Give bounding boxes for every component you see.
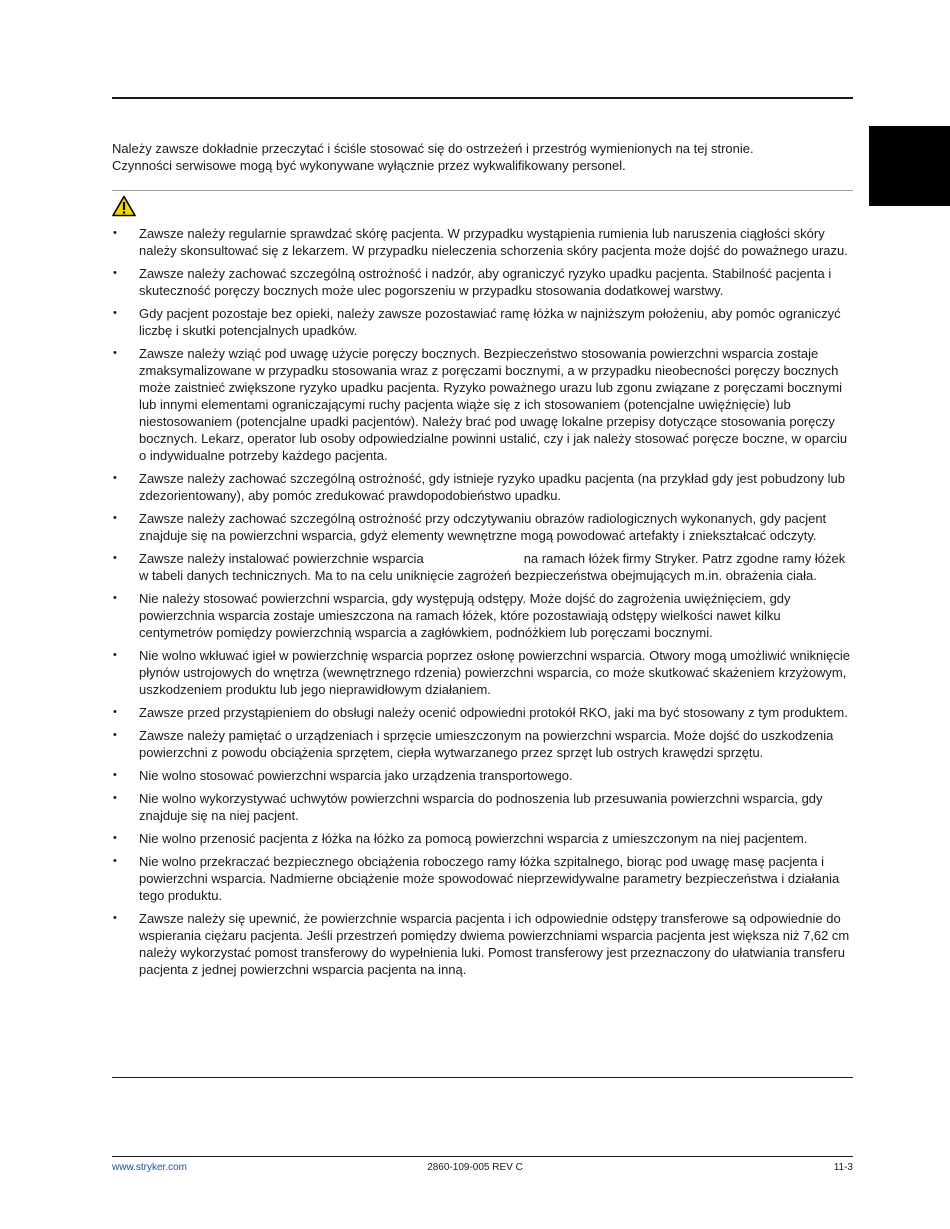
warning-text: Gdy pacjent pozostaje bez opieki, należy zawsze pozostawiać ramę łóżka w najniższym położeniu, aby pomóc ograniczyć liczbę i skutki potencjalnych upadków. <box>139 306 841 338</box>
footer-page-number: 11-3 <box>833 1162 853 1173</box>
warning-text: Zawsze należy zachować szczególną ostrożność i nadzór, aby ograniczyć ryzyko upadku pacjenta. Stabilność pacjenta i skuteczność poręczy bocznych może ulec pogorszeniu w przypadku stosowania dodatkowej warstwy. <box>139 266 832 298</box>
bullet: • <box>113 227 117 239</box>
section-divider <box>112 190 853 191</box>
bullet: • <box>113 472 117 484</box>
warning-text: Zawsze przed przystąpieniem do obsługi należy ocenić odpowiedni protokół RKO, jaki ma być stosowany z tym produktem. <box>139 705 848 720</box>
bullet: • <box>113 912 117 924</box>
warning-text: Zawsze należy zachować szczególną ostrożność, gdy istnieje ryzyko upadku pacjenta (na przykład gdy jest pobudzony lub zdezorientowany), aby pomóc zredukować prawdopodobieństwo upadku. <box>139 471 845 503</box>
bullet: • <box>113 832 117 844</box>
warning-item <box>112 345 857 464</box>
intro-line-2: Czynności serwisowe mogą być wykonywane wyłącznie przez wykwalifikowany personel. <box>112 158 626 173</box>
warning-text: Nie wolno wykorzystywać uchwytów powierzchni wsparcia do podnoszenia lub przesuwania powierzchni wsparcia, gdy znajduje się na niej pacjent. <box>139 791 823 823</box>
bullet: • <box>113 706 117 718</box>
footer-website-link[interactable]: www.stryker.com <box>112 1162 188 1173</box>
footer-rule <box>112 1156 853 1157</box>
warning-item <box>112 830 857 847</box>
intro-text <box>112 140 853 174</box>
bullet: • <box>113 347 117 359</box>
warning-text: Zawsze należy zachować szczególną ostrożność przy odczytywaniu obrazów radiologicznych wykonanych, gdy pacjent znajduje się na powierzchni wsparcia, gdyż elementy wewnętrzne mogą powodować artefakty i zniekształcać odczyty. <box>139 511 827 543</box>
warning-item <box>112 727 857 761</box>
bullet: • <box>113 729 117 741</box>
warning-item <box>112 767 857 784</box>
warning-text: Nie wolno przenosić pacjenta z łóżka na łóżko za pomocą powierzchni wsparcia z umieszczonym na niej pacjentem. <box>139 831 808 846</box>
warning-item <box>112 225 857 259</box>
warning-item <box>112 704 857 721</box>
warning-item <box>112 305 857 339</box>
warning-text: Nie wolno przekraczać bezpiecznego obciążenia roboczego ramy łóżka szpitalnego, biorąc pod uwagę masę pacjenta i powierzchni wsparcia. Nadmierne obciążenie może spowodować nieprzewidywalne parametry bezpieczeństwa i działania tego produktu. <box>139 854 840 903</box>
warning-item <box>112 265 857 299</box>
bullet: • <box>113 769 117 781</box>
warning-text: Zawsze należy pamiętać o urządzeniach i sprzęcie umieszczonym na powierzchni wsparcia. Może dojść do uszkodzenia powierzchni z powodu obciążenia sprzętem, ciepła wytwarzanego przez sprzęt lub ostrych krawędzi sprzętu. <box>139 728 834 760</box>
bullet: • <box>113 792 117 804</box>
warning-text: Nie wolno stosować powierzchni wsparcia jako urządzenia transportowego. <box>139 768 573 783</box>
warning-item <box>112 590 857 641</box>
intro-line-1: Należy zawsze dokładnie przeczytać i ściśle stosować się do ostrzeżeń i przestróg wymienionych na tej stronie. <box>112 141 754 156</box>
warning-text: Zawsze należy się upewnić, że powierzchnie wsparcia pacjenta i ich odpowiednie odstępy transferowe są odpowiednie do wspierania ciężaru pacjenta. Jeśli przestrzeń pomiędzy dwiema powierzchniami wsparcia pacjenta jest większa niż 7,62 cm należy wykorzystać pomost transferowy do wypełnienia luki. Pomost transferowy jest przeznaczony do ułatwiania transferu pacjenta z jednej powierzchni wsparcia pacjenta na inną. <box>139 911 850 977</box>
warning-text: Zawsze należy regularnie sprawdzać skórę pacjenta. W przypadku wystąpienia rumienia lub naruszenia ciągłości skóry należy skonsultować się z lekarzem. W przypadku nieleczenia schorzenia skóry pacjenta może dojść do poważnego urazu. <box>139 226 848 258</box>
warning-triangle-icon <box>112 195 136 217</box>
chapter-tab <box>869 126 950 206</box>
warning-text-end: na ramach łóżek firmy Stryker. Patrz zgodne ramy łóżek w tabeli danych technicznych. Ma to na celu uniknięcie zagrożeń bezpieczeństwa obejmujących m.in. obrażenia ciała. <box>139 551 846 583</box>
warning-item <box>112 647 857 698</box>
bullet: • <box>113 512 117 524</box>
warning-item <box>112 550 857 584</box>
bullet: • <box>113 649 117 661</box>
bullet: • <box>113 855 117 867</box>
bullet: • <box>113 307 117 319</box>
bottom-rule <box>112 1077 853 1078</box>
warning-item <box>112 910 857 978</box>
warning-text: Zawsze należy wziąć pod uwagę użycie poręczy bocznych. Bezpieczeństwo stosowania powierzchni wsparcia zostaje zmaksymalizowane w przypadku stosowania wraz z poręczami bocznymi, a w przypadku nieobecności poręczy bocznych może zaistnieć zwiększone ryzyko upadku pacjenta. Ryzyko poważnego urazu lub zgonu związane z poręczami bocznymi lub innymi elementami ograniczającymi ruchy pacjenta wiąże się z ich stosowaniem (potencjalne uwięźnięcie) lub niestosowaniem (potencjalne upadki pacjentów). Należy brać pod uwagę lokalne przepisy dotyczące stosowania poręczy bocznych. Lekarz, operator lub osoby odpowiedzialne powinni ustalić, czy i jak należy stosować poręcze boczne, w oparciu o indywidualne potrzeby każdego pacjenta. <box>139 346 848 463</box>
warning-item <box>112 510 857 544</box>
top-rule <box>112 97 853 99</box>
bullet: • <box>113 552 117 564</box>
warning-text: Nie należy stosować powierzchni wsparcia, gdy występują odstępy. Może dojść do zagrożenia uwięźnięciem, gdy powierzchnia wsparcia zostaje umieszczona na ramach łóżek, które pozostawiają odstępy wielkości nawet kilku centymetrów pomiędzy powierzchnią wsparcia a zagłówkiem, podnóżkiem lub poręczami bocznymi. <box>139 591 791 640</box>
warning-text-start: Zawsze należy instalować powierzchnie wsparcia <box>139 551 424 566</box>
warnings-list <box>112 225 857 984</box>
bullet: • <box>113 592 117 604</box>
warning-item <box>112 853 857 904</box>
warning-item <box>112 470 857 504</box>
footer-doc-number: 2860-109-005 REV C <box>427 1162 523 1173</box>
bullet: • <box>113 267 117 279</box>
warning-text: Nie wolno wkłuwać igieł w powierzchnię wsparcia poprzez osłonę powierzchni wsparcia. Otwory mogą umożliwić wniknięcie płynów ustrojowych do wnętrza (wewnętrznego rdzenia) powierzchni wsparcia, co może skutkować skażeniem krzyżowym, uszkodzeniem produktu lub jego nieprawidłowym działaniem. <box>139 648 850 697</box>
warning-item <box>112 790 857 824</box>
